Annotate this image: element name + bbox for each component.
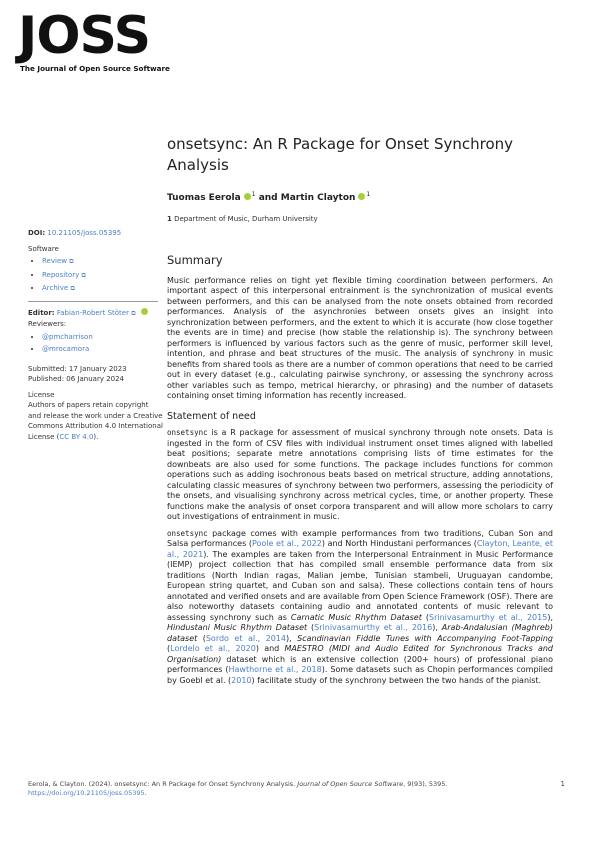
published-label: Published: [28,375,65,383]
doi-label: DOI: [28,229,46,237]
footer-doi-link[interactable]: https://doi.org/10.21105/joss.05395 [28,789,145,797]
license-body: Authors of papers retain copyright and release the work under a Creative Commons Attribution 4.0 International License ( [28,401,163,441]
footer-citation [28,780,538,798]
page-number: 1 [560,780,565,788]
section-heading-summary: Summary [167,253,223,267]
dataset-name: Hindustani Music Rhythm Dataset [167,623,308,632]
dataset-name: MAESTRO (MIDI and Audio Edited for Synchronous Tracks and Organisation) [167,644,553,664]
external-link-icon: ⧉ [70,285,75,292]
orcid-icon[interactable] [141,308,148,315]
license-text [28,400,163,442]
published-row [28,374,163,385]
joss-tagline: The Journal of Open Source Software [20,64,170,73]
reviewer-link[interactable]: @mrocamora [42,345,90,353]
submitted-row [28,364,163,375]
dataset-name: Scandinavian Fiddle Tunes with Accompanying Foot-Tapping [297,633,553,643]
need-paragraph-1 [167,428,553,523]
orcid-icon[interactable] [244,193,251,200]
author-conjunction: and [258,193,278,203]
paragraph-text: package comes with example performances from two traditions, Cuban Son and Salsa performances ( [167,528,553,548]
doi-link[interactable]: 10.21105/joss.05395 [47,229,122,237]
dataset-name: Arab-Andalusian (Maghreb) dataset [167,623,553,643]
editor-row [28,308,163,320]
paragraph-text: ) facilitate study of the synchrony between the two hands of the pianist. [251,675,542,685]
archive-link[interactable]: Archive [42,284,69,292]
footer-end: . [144,789,147,797]
software-list [28,256,163,295]
paragraph-text: ) and [255,644,285,653]
author-list [167,191,370,203]
citation-link[interactable]: Srinivasamurthy et al., 2016 [314,623,433,632]
external-link-icon: ⧉ [81,271,86,279]
main-content [167,255,553,692]
affiliation-number: 1 [167,215,172,223]
affiliation-text: Department of Music, Durham University [174,215,318,223]
published-date: 06 January 2024 [66,375,125,383]
journal-name: Journal of Open Source Software [297,780,404,788]
citation-link[interactable]: Clayton, Leante, et al., 2021 [167,539,553,559]
page-footer [28,780,565,798]
software-item-archive[interactable] [42,283,163,295]
paragraph-text: ) and North Hindustani performances ( [321,539,477,548]
submitted-date: 17 January 2023 [68,364,127,373]
paragraph-text: ( [421,612,429,622]
joss-logo-mark: JOSS [18,6,151,66]
paragraph-text: ), [432,623,442,632]
package-name: onsetsync [167,428,208,437]
author-affiliation-mark: 1 [251,191,256,198]
citation-link[interactable]: Hawthorne et al., 2018 [228,665,322,674]
editor-link[interactable]: Fabian-Robert Stöter [56,308,129,317]
license-end: ). [93,432,99,441]
author-affiliation-mark: 1 [366,191,371,198]
reviewer-link[interactable]: @pmcharrison [42,332,93,341]
paragraph-text: ), [547,612,553,622]
external-link-icon: ⧉ [131,309,136,317]
author-name: Martin Clayton [280,193,356,203]
affiliation [167,215,318,223]
paragraph-text: ). The examples are taken from the Interpersonal Entrainment in Music Performance (IEMP) project collection that has compiled small ensemble performance data from six traditions (North Indian ragas, Malian jembe, Tunisian stambeli, Uruguayan candombe, European string quartet, and Cuban son and salsa). These collections contain tens of hours annotated and verified onsets and are available from Open Science Framework (OSF). There are also noteworthy datasets containing audio and annotated contents of music relevant to assessing synchrony such as [167,549,553,622]
footer-volume: , 9(93), 5395. [403,780,448,788]
citation-link[interactable]: Poole et al., 2022 [251,539,322,548]
paragraph-text: ). Some datasets such as Chopin performances compiled by Goebl et al. ( [167,665,554,685]
license-link[interactable]: CC BY 4.0 [59,432,94,441]
external-link-icon: ⧉ [69,258,74,265]
reviewer-item[interactable] [42,344,163,355]
paragraph-text: dataset which is an extensive collection (200+ hours) of professional piano performances ( [167,654,553,674]
reviewers-list [28,332,163,355]
paragraph-text: ( [167,644,171,653]
divider [28,301,158,302]
sidebar [28,228,163,442]
paragraph-text: ( [197,633,206,643]
citation-link[interactable]: 2010 [231,675,252,685]
footer-text: Eerola, & Clayton. (2024). onsetsync: An R Package for Onset Synchrony Analysis. [28,780,298,788]
need-paragraph-2 [167,529,553,687]
package-name: onsetsync [167,528,208,538]
summary-paragraph: Music performance relies on tight yet flexible timing coordination between performers. An important aspect of this interpersonal entrainment is the synchronization of musical events between performers, and this can be analysed from the note onsets obtained from recorded performances. Analysis of the asynchronies between onsets gives an insight into synchronization between performers, and the extent to which it is accurate (how close together the events are in time) and precise (how stable the relationship is). The synchrony between performers is influenced by various factors such as the genre of music, performer skill level, intention, and phrase and beat structures of the music. The analysis of synchrony in music benefits from shared tools as there are a number of common operations that need to be carried out in every dataset (e.g., calculating pairwise synchrony, or assessing the synchrony across other variables such as tempo, metrical hierarchy, or phrasing) and the number of datasets containing onset timing information has recently increased. [167,275,553,400]
joss-logo [18,6,178,78]
software-item-repository[interactable] [42,270,163,282]
repository-link[interactable]: Repository [42,270,80,279]
author-name: Tuomas Eerola [167,193,241,203]
paragraph-text: ), [285,633,298,643]
reviewers-label: Reviewers: [28,320,67,328]
review-link[interactable]: Review [42,257,67,265]
paper-title: onsetsync: An R Package for Onset Synchrony Analysis [167,135,514,174]
reviewer-item[interactable] [42,332,163,343]
section-heading-need: Statement of need [167,410,256,422]
license-label: License [28,390,55,399]
paragraph-text: ( [307,623,315,632]
editor-label: Editor: [28,308,55,317]
dataset-name: Carnatic Music Rhythm Dataset [290,612,422,622]
paragraph-text: is a R package for assessment of musical synchrony through note onsets. Data is ingested in the form of CSV files with individual instrument onset times aligned with labelled beat positions; separate metre annotations comprising lists of time estimates for the downbeats are also used for some functions. The package includes functions for common operations such as adding isochronous beats based on metrical structure, adding annotations, calculating classic measures of synchrony between two performers, assessing the periodicity of the onsets, and visualising synchrony across metrical cycles, time, or another property. These functions make the analysis of onset corpora transparent and will allow more scholars to carry out investigations of entrainment in music. [167,428,553,521]
orcid-icon[interactable] [358,193,365,200]
citation-link[interactable]: Srinivasamurthy et al., 2015 [429,612,548,622]
submitted-label: Submitted: [28,364,67,373]
citation-link[interactable]: Sordo et al., 2014 [205,633,286,643]
citation-link[interactable]: Lordelo et al., 2020 [170,644,256,653]
software-label: Software [28,244,59,253]
doi-row [28,228,163,239]
software-item-review[interactable] [42,256,163,268]
